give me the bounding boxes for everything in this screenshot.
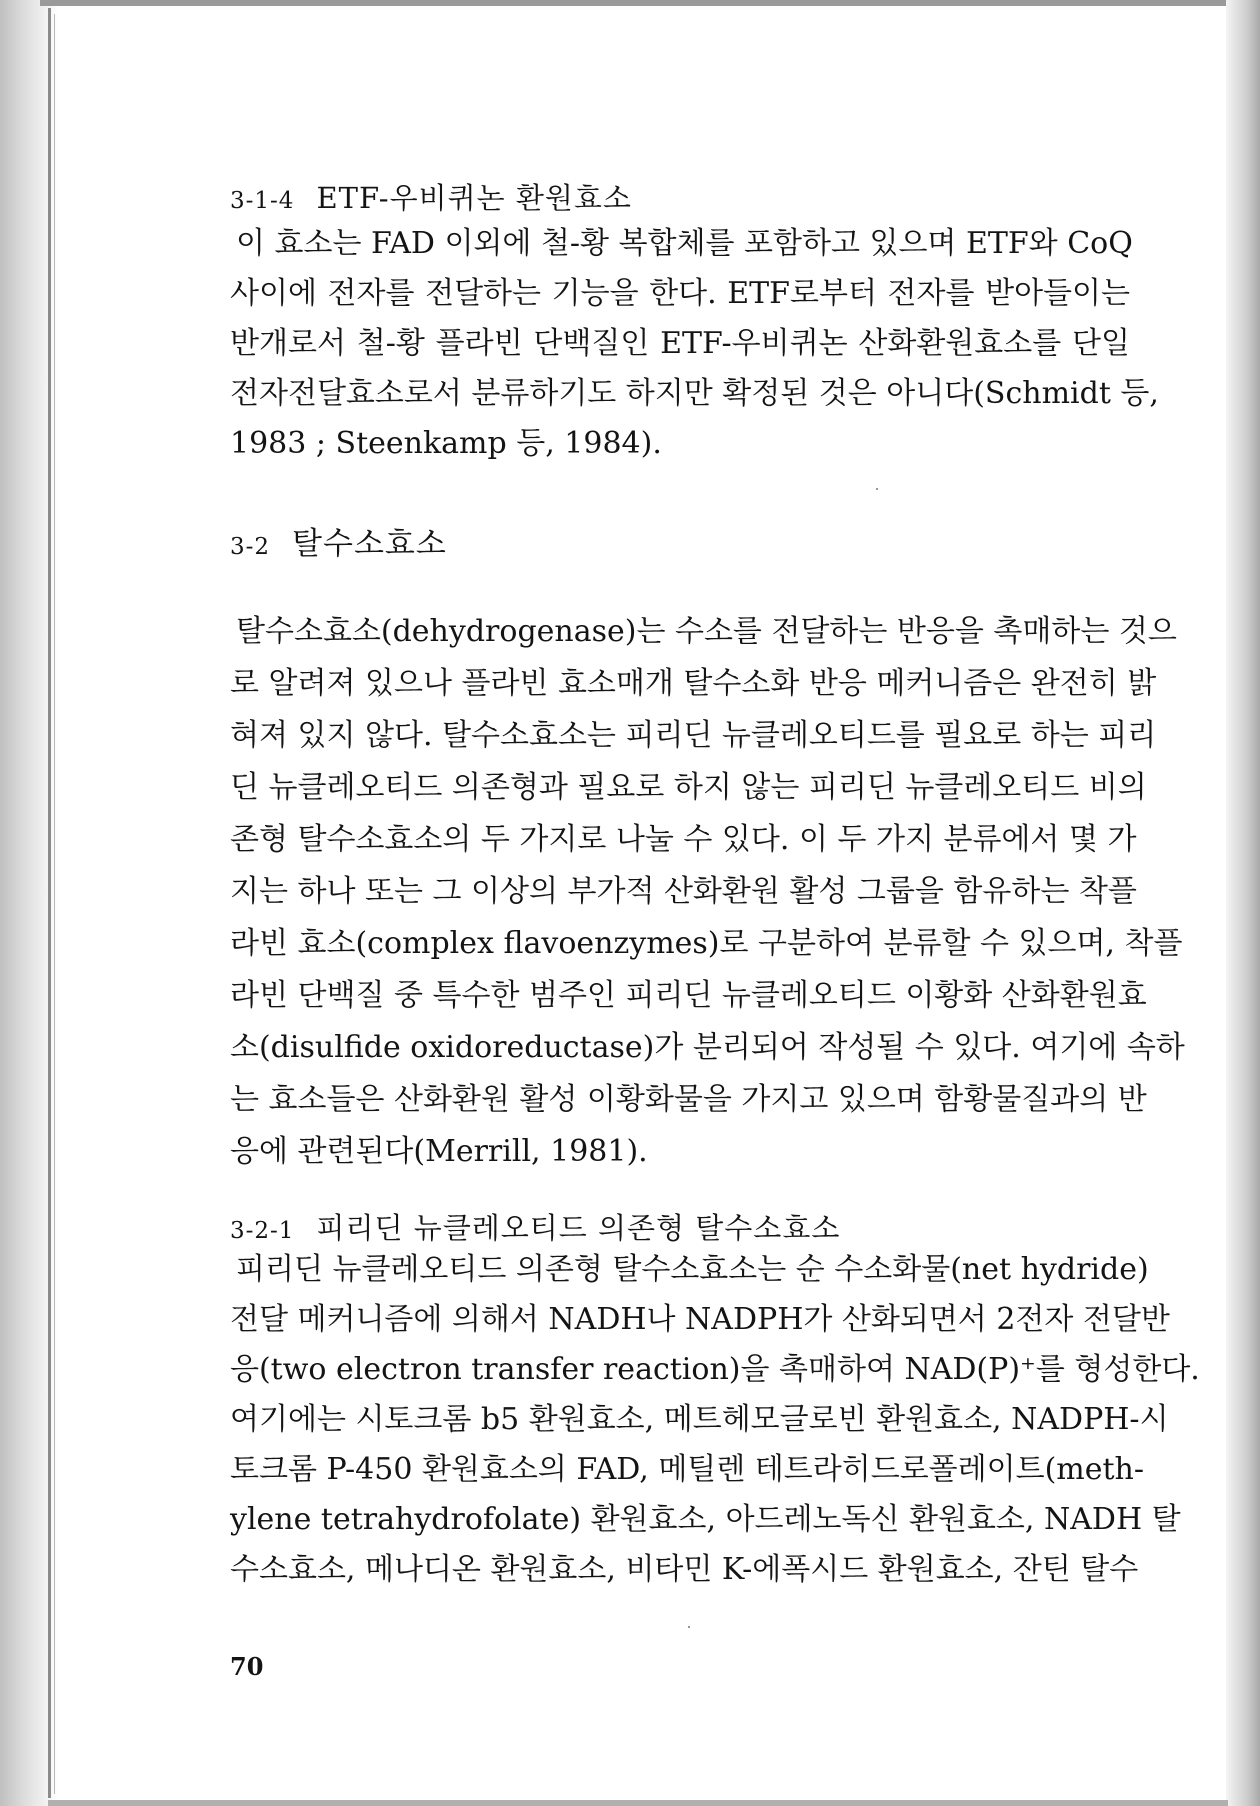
paragraph-line: 전자전달효소로서 분류하기도 하지만 확정된 것은 아니다(Schmidt 등, (230, 376, 1159, 411)
paragraph-line: 반개로서 철-황 플라빈 단백질인 ETF-우비퀴논 산화환원효소를 단일 (230, 326, 1130, 361)
book-spine-line-inner (54, 14, 55, 1794)
section-title: ETF-우비퀴논 환원효소 (316, 181, 632, 215)
paragraph-line: 혀져 있지 않다. 탈수소효소는 피리딘 뉴클레오티드를 필요로 하는 피리 (230, 718, 1157, 753)
paragraph-line: 는 효소들은 산화환원 활성 이황화물을 가지고 있으며 함황물질과의 반 (230, 1082, 1147, 1117)
paragraph-line: 전달 메커니즘에 의해서 NADH나 NADPH가 산화되면서 2전자 전달반 (230, 1302, 1170, 1337)
paragraph-line: 소(disulfide oxidoreductase)가 분리되어 작성될 수 있다. 여기에 속하 (230, 1030, 1185, 1065)
section-heading-3-2-1 (230, 1206, 840, 1247)
paragraph-line: 라빈 단백질 중 특수한 범주인 피리딘 뉴클레오티드 이황화 산화환원효 (230, 978, 1147, 1013)
section-title: 피리딘 뉴클레오티드 의존형 탈수소효소 (316, 1211, 841, 1245)
paragraph-line: 응에 관련된다(Merrill, 1981). (230, 1134, 648, 1169)
section-number: 3-1-4 (230, 188, 295, 214)
paragraph-line: 로 알려져 있으나 플라빈 효소매개 탈수소화 반응 메커니즘은 완전히 밝 (230, 666, 1157, 701)
section-number: 3-2 (230, 534, 271, 560)
paragraph-line: 수소효소, 메나디온 환원효소, 비타민 K-에폭시드 환원효소, 잔틴 탈수 (230, 1552, 1139, 1587)
section-title: 탈수소효소 (292, 526, 447, 562)
paragraph-line: 여기에는 시토크롬 b5 환원효소, 메트헤모글로빈 환원효소, NADPH-시 (230, 1402, 1169, 1437)
paragraph-line: 토크롬 P-450 환원효소의 FAD, 메틸렌 테트라히드로폴레이트(meth- (230, 1452, 1145, 1487)
paragraph-line: ylene tetrahydrofolate) 환원효소, 아드레노독신 환원효소, NADH 탈 (230, 1502, 1181, 1537)
paragraph-line: 이 효소는 FAD 이외에 철-황 복합체를 포함하고 있으며 ETF와 CoQ (236, 226, 1133, 261)
book-page-edge-top (40, 0, 1230, 6)
section-heading-3-1-4 (230, 176, 632, 217)
paragraph-line: 탈수소효소(dehydrogenase)는 수소를 전달하는 반응을 촉매하는 것으 (236, 614, 1177, 649)
paragraph-line: 피리딘 뉴클레오티드 의존형 탈수소효소는 순 수소화물(net hydride) (236, 1252, 1149, 1287)
book-page-edge-right (1226, 0, 1260, 1806)
section-heading-3-2 (230, 518, 447, 563)
paragraph-line: 딘 뉴클레오티드 의존형과 필요로 하지 않는 피리딘 뉴클레오티드 비의 (230, 770, 1147, 805)
paragraph-line: 지는 하나 또는 그 이상의 부가적 산화환원 활성 그룹을 함유하는 착플 (230, 874, 1137, 909)
scan-speck (688, 1626, 690, 1628)
paragraph-line: 라빈 효소(complex flavoenzymes)로 구분하여 분류할 수 있으며, 착플 (230, 926, 1183, 961)
book-spine-line (48, 8, 51, 1798)
paragraph-line: 사이에 전자를 전달하는 기능을 한다. ETF로부터 전자를 받아들이는 (230, 276, 1130, 311)
paragraph-line: 응(two electron transfer reaction)을 촉매하여 NAD(P)⁺를 형성한다. (230, 1352, 1200, 1387)
section-number: 3-2-1 (230, 1218, 295, 1244)
paragraph-line: 1983 ; Steenkamp 등, 1984). (230, 426, 662, 461)
paragraph-line: 존형 탈수소효소의 두 가지로 나눌 수 있다. 이 두 가지 분류에서 몇 가 (230, 822, 1137, 857)
page-number: 70 (230, 1652, 264, 1681)
book-page-edge-bottom (48, 1800, 1228, 1806)
scan-speck (876, 488, 878, 490)
